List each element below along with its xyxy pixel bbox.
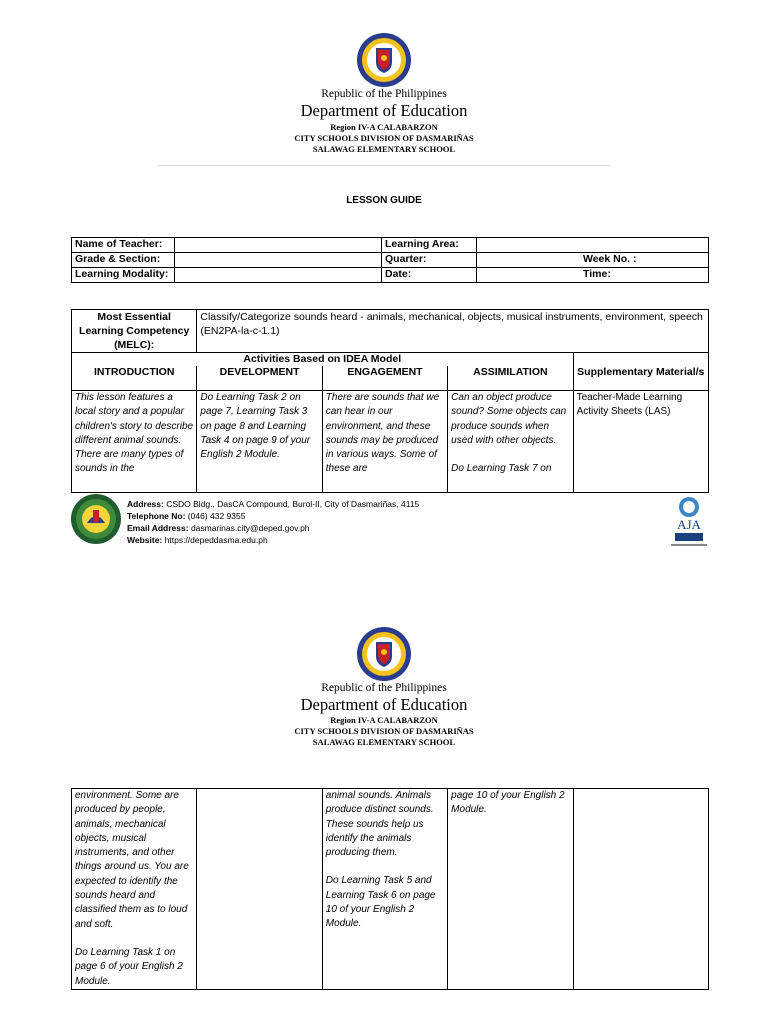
engagement-cell: There are sounds that we can hear in our environment, and these sounds may be produced in various ways. Some of these are [322,391,447,493]
melc-label: Most Essential Learning Competency (MELC): [72,310,197,353]
assimilation-task: Do Learning Task 7 on [451,463,552,475]
region-line: Region IV-A CALABARZON [330,122,438,132]
development-cell: Do Learning Task 2 on page 7, Learning Task 3 on page 8 and Learning Task 4 on page 9 of your English 2 Module. [197,391,322,493]
department-title-2: Department of Education [300,695,468,714]
contact-telephone: Telephone No: (046) 432 9355 [127,511,246,521]
development-continued [197,789,322,990]
introduction-continued: environment. Some are produced by people, animals, mechanical objects, musical instruments, and other things around us. You are expected to identify the sounds heard and classified them as to loud and soft. Do Learning Task 1 on page 6 of your English 2 Module. [72,789,197,990]
teacher-info-table [71,237,709,283]
col-engagement: ENGAGEMENT [322,366,447,391]
learning-modality-value [175,268,382,283]
learning-modality-label: Learning Modality: [72,268,175,283]
materials-cell: Teacher-Made Learning Activity Sheets (LAS) [573,391,708,493]
date-label: Date: [382,268,477,283]
melc-text: Classify/Categorize sounds heard - animals, mechanical, objects, musical instruments, environment, speech (EN2PA-la-c-1.1) [197,310,709,353]
learning-area-label: Learning Area: [382,238,477,253]
quarter-label: Quarter: [382,253,477,268]
contact-website: Website: https://depeddasma.edu.ph [127,535,268,545]
svg-text:AJA: AJA [677,517,701,532]
assimilation-cell [448,391,573,493]
week-no-label: Week No. : [583,253,709,268]
name-of-teacher-value [175,238,382,253]
date-value [477,268,584,283]
introduction-cell: This lesson features a local story and a popular children's story to describe different animal sounds. There are many types of sounds in the [72,391,197,493]
school-line: SALAWAG ELEMENTARY SCHOOL [312,144,456,154]
division-line: CITY SCHOOLS DIVISION OF DASMARIÑAS [294,133,474,143]
republic-line-2: Republic of the Philippines [321,682,447,694]
supplementary-materials-heading: Supplementary Material/s [573,353,708,391]
continuation-table [71,788,709,990]
assimilation-continued: page 10 of your English 2 Module. [448,789,573,990]
col-development: DEVELOPMENT [197,366,322,391]
grade-section-label: Grade & Section: [72,253,175,268]
deped-seal-top [356,32,412,88]
col-introduction: INTRODUCTION [72,366,197,391]
department-title: Department of Education [300,101,468,120]
idea-table [71,309,709,493]
name-of-teacher-label: Name of Teacher: [72,238,175,253]
aja-certification-logo [667,493,711,549]
grade-section-value [175,253,382,268]
assimilation-question: Can an object produce sound? Some objects can produce sounds when used with other objects. [451,392,567,446]
republic-line: Republic of the Philippines [321,88,447,100]
deped-seal-bottom [356,626,412,682]
materials-continued [573,789,708,990]
lesson-guide-title: LESSON GUIDE [346,195,422,206]
division-logo [70,493,122,545]
quarter-value [477,253,584,268]
contact-address: Address: CSDO Bldg., DasCA Compound, Burol-II, City of Dasmariñas, 4115 [127,499,420,509]
time-label: Time: [583,268,709,283]
col-assimilation: ASSIMILATION [448,366,573,391]
school-line-2: SALAWAG ELEMENTARY SCHOOL [312,737,456,747]
learning-area-value [477,238,709,253]
contact-email: Email Address: dasmarinas.city@deped.gov.ph [127,523,310,533]
division-line-2: CITY SCHOOLS DIVISION OF DASMARIÑAS [294,726,474,736]
engagement-continued: animal sounds. Animals produce distinct sounds. These sounds help us identify the animals producing them. Do Learning Task 5 and Learning Task 6 on page 10 of your English 2 Module. [322,789,447,990]
header-divider [158,165,610,166]
idea-model-heading: Activities Based on IDEA Model [72,353,574,366]
region-line-2: Region IV-A CALABARZON [330,715,438,725]
